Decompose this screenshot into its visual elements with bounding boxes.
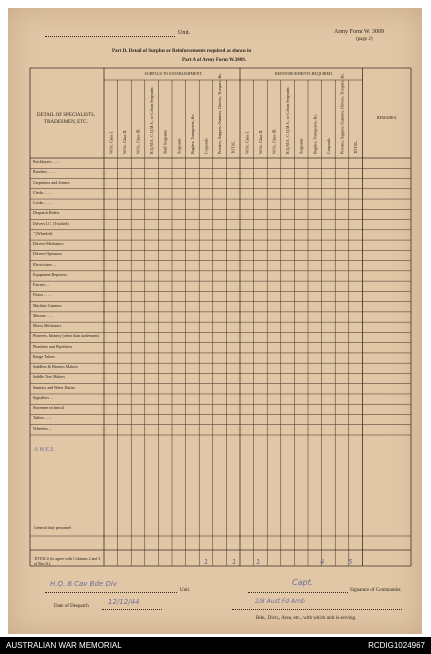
handwritten-despatch-date: 12/12/44 [108,598,140,606]
trade-row-label: Masons ... ... [33,313,54,318]
trade-row-label: Range Takers [33,354,55,359]
handwritten-unit: H.Q. 8 Cav Bde Div [50,580,117,588]
totals-label: TOTALS (to agree with Columns 2 and 3 of Part A). [34,556,101,566]
surplus-column-header: Privates, Sappers, Gunners, Drivers, Troopers, &c. [217,72,223,154]
signature-underline [248,592,348,593]
trade-row-label: Equipment Repairers [33,272,67,277]
trade-row-label: Saddlers & Harness Makers [33,365,78,370]
trade-row-label: Drivers-Mechanics [33,242,64,247]
trade-row-label: Despatch Riders [33,211,60,216]
surplus-column-header: Staff Sergeants [162,129,168,154]
form-number: Army Form W. 3009 [334,29,385,35]
formation-label: Bde., Divn., Area, etc., with which unit is serving. [256,616,357,621]
total-reinf-mark: 1 [256,558,261,566]
trade-row-label: " (Wheeled) [33,231,53,236]
surplus-column-header: W.Os. Class II. [121,129,127,154]
page-number: (page 2) [356,37,373,42]
reinforcement-column-header: W.Os. Class III. [271,128,277,154]
trade-row-label: Bricklayers ... ... [33,160,60,164]
trade-row-label: Drivers-Operators [33,252,63,257]
surplus-column-header: W.Os. Class III. [135,128,141,154]
reinforcement-column-header: Corporals [325,138,331,154]
surplus-column-header: R.Q.M.S., C.Q.M.S., or Colour Sergeants [149,87,155,154]
reinforcements-group-header: REINFORCEMENTS REQUIRED. [274,71,333,76]
surplus-column-header: Buglers, Trumpeters, &c. [189,113,195,154]
reinforcement-column-header: R.Q.M.S., C.Q.M.S., or Colour Sergeants [285,87,291,154]
trade-row-label: Saddle Tree Makers [33,375,65,380]
total-surplus-mark: 1 [204,558,209,566]
total-reinf-privates: 4 [320,558,325,566]
reinforcement-column-header: W.Os. Class I. [244,131,250,154]
trade-row-label: Electricians ... [33,262,56,267]
trade-row-label: Storemen technical [33,406,64,411]
trade-row-label: Machine Gunners [33,303,62,308]
total-reinf-total: 5 [348,558,353,566]
trade-row-label: Carpenters and Joiners [33,180,70,185]
unit-label-top: Unit. [178,30,191,36]
trade-row-label: Signallers ... [33,395,53,400]
surplus-column-header: Corporals [203,138,209,154]
trade-row-label: Fitters ... ... [33,293,52,298]
unit-underline-bottom [45,592,177,593]
reinforcement-column-header: Privates, Sappers, Gunners, Drivers, Troopers, &c. [339,72,345,154]
reinforcement-column-header: Buglers, Trumpeters, &c. [312,113,318,154]
signature-label: Signature of Commander. [350,588,402,593]
column-headers [108,73,358,154]
general-duty-label: General duty personnel [34,525,72,530]
despatch-label: Date of Despatch [54,604,89,609]
surplus-group-header: SURPLUS TO ESTABLISHMENT. [144,71,203,76]
surplus-column-header: Sergeants [176,138,182,154]
left-column-header: DETAIL OF SPECIALISTS, TRADESMEN, ETC. [36,113,96,125]
handwritten-row-entry: A.W.E.S. [34,447,55,453]
footer-institution: AUSTRALIAN WAR MEMORIAL [6,641,122,650]
trade-row-label: Farriers ... [33,283,50,288]
trade-row-label: Motor Mechanics [33,324,62,329]
reinforcement-column-header: W.Os. Class II. [257,129,263,154]
formation-underline [232,609,402,610]
footer-record-id: RCDIG1024967 [368,641,425,650]
total-surplus-total: 1 [232,558,237,566]
despatch-underline [102,609,162,610]
archive-footer [0,637,431,654]
form-title-line2: Part A of Army Form W.3009. [182,58,247,63]
form-title-line1: Part D. Detail of Surplus or Reinforcements required as shown in [112,49,252,54]
trade-row-label: Sanitary and Water Duties [33,385,75,390]
surplus-column-header: W.Os. Class I. [108,131,114,154]
handwritten-signature: Capt. [292,578,314,587]
reinforcement-column-header: TOTAL. [353,140,359,154]
unit-label-bottom: Unit. [180,588,191,593]
surplus-column-header: TOTAL. [230,140,236,154]
handwritten-formation: 2/8 Aust Fd Amb [255,598,305,605]
reinforcement-column-header: Sergeants [298,138,304,154]
trade-row-label: Plumbers and Pipefitters [33,344,73,349]
trade-row-label: Butchers ... ... [33,170,56,175]
trade-row-label: Wheelers ... [33,426,53,431]
remarks-header: REMARKS. [376,115,398,120]
trade-row-label: Cooks ... ... [33,201,52,206]
trade-row-label: Clerks ... ... [33,190,52,195]
trade-row-label: Tailors ... ... [33,416,53,421]
trade-row-label: Drivers I.C. (Tracked) [33,221,69,226]
trade-row-label: Pioneers, Infantry (other than tradesmen) [33,334,99,339]
